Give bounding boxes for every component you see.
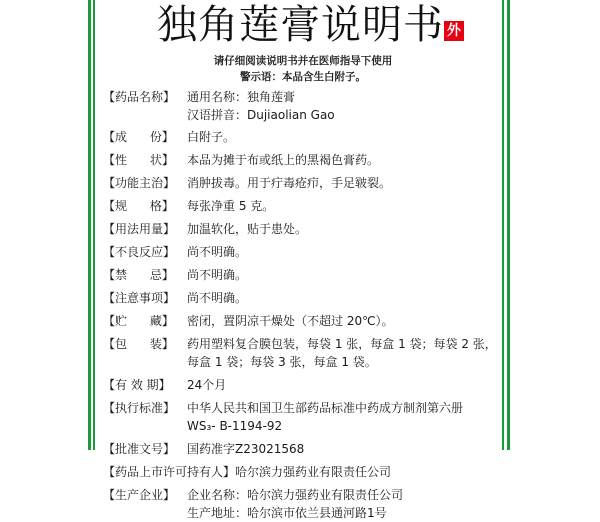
section-indications [103, 174, 391, 192]
section-label: 【规 格】 [103, 199, 174, 213]
section-value: 通用名称：独角莲膏 [187, 90, 296, 104]
section-expiry [103, 376, 226, 394]
section-label: 【性 状】 [103, 153, 174, 167]
section-label: 【生产企业】 [103, 488, 176, 502]
section-label: 【功能主治】 [103, 176, 176, 190]
section-specification [103, 197, 274, 215]
section-value: 尚不明确。 [187, 268, 248, 282]
section-value: 尚不明确。 [187, 245, 248, 259]
document-title: 独角莲膏说明书 [157, 2, 444, 48]
section-value: 每张净重 5 克。 [187, 199, 275, 213]
section-label: 【包 装】 [103, 337, 174, 351]
section-value: 24个月 [187, 378, 227, 392]
section-value: 消肿拔毒。用于疔毒疮疖，手足皲裂。 [187, 176, 392, 190]
section-label: 【成 份】 [103, 130, 174, 144]
section-dosage [103, 220, 307, 238]
section-ingredients [103, 128, 235, 146]
section-license-holder [103, 463, 391, 481]
section-description [103, 151, 379, 169]
external-use-badge: 外 [444, 21, 464, 41]
usage-notice: 请仔细阅读说明书并在医师指导下使用 [213, 55, 393, 67]
section-label: 【有 效 期】 [103, 378, 171, 392]
section-value: 药用塑料复合膜包装，每袋 1 张，每盒 1 袋；每袋 2 张， [187, 337, 497, 351]
section-approval-number [103, 440, 304, 458]
section-precautions [103, 289, 247, 307]
section-storage [103, 312, 394, 330]
section-value: 汉语拼音：Dujiaolian Gao [187, 108, 335, 122]
section-value: 密闭，置阴凉干燥处（不超过 20℃）。 [187, 314, 394, 328]
section-value: WS₃- B-1194-92 [187, 419, 283, 433]
section-label: 【药品名称】 [103, 90, 176, 104]
section-label: 【批准文号】 [103, 442, 176, 456]
section-value: 每盒 1 袋；每袋 3 张，每盒 1 袋。 [187, 355, 377, 369]
section-adverse-reactions [103, 243, 247, 261]
warning-text: 警示语：本品含生白附子。 [240, 71, 366, 83]
section-label: 【执行标准】 [103, 401, 176, 415]
section-value: 本品为摊于布或纸上的黑褐色膏药。 [187, 153, 380, 167]
section-value: 生产地址：哈尔滨市依兰县通河路1号 [187, 506, 387, 520]
section-label: 【不良反应】 [103, 245, 176, 259]
section-value: 中华人民共和国卫生部药品标准中药成方制剂第六册 [187, 401, 464, 415]
section-value: 尚不明确。 [187, 291, 248, 305]
section-value: 哈尔滨力强药业有限责任公司 [235, 465, 392, 479]
section-manufacturer [103, 486, 403, 522]
section-label: 【禁 忌】 [103, 268, 174, 282]
section-label: 【贮 藏】 [103, 314, 174, 328]
section-value: 国药准字Z23021568 [187, 442, 305, 456]
section-standard [103, 399, 463, 435]
section-drug-name [103, 88, 335, 124]
section-value: 加温软化，贴于患处。 [187, 222, 308, 236]
section-packaging [103, 335, 497, 371]
section-label: 【注意事项】 [103, 291, 176, 305]
section-label: 【用法用量】 [103, 222, 176, 236]
section-value: 白附子。 [187, 130, 236, 144]
section-value: 企业名称：哈尔滨力强药业有限责任公司 [187, 488, 404, 502]
section-label: 【药品上市许可持有人】 [103, 465, 236, 479]
section-contraindications [103, 266, 247, 284]
